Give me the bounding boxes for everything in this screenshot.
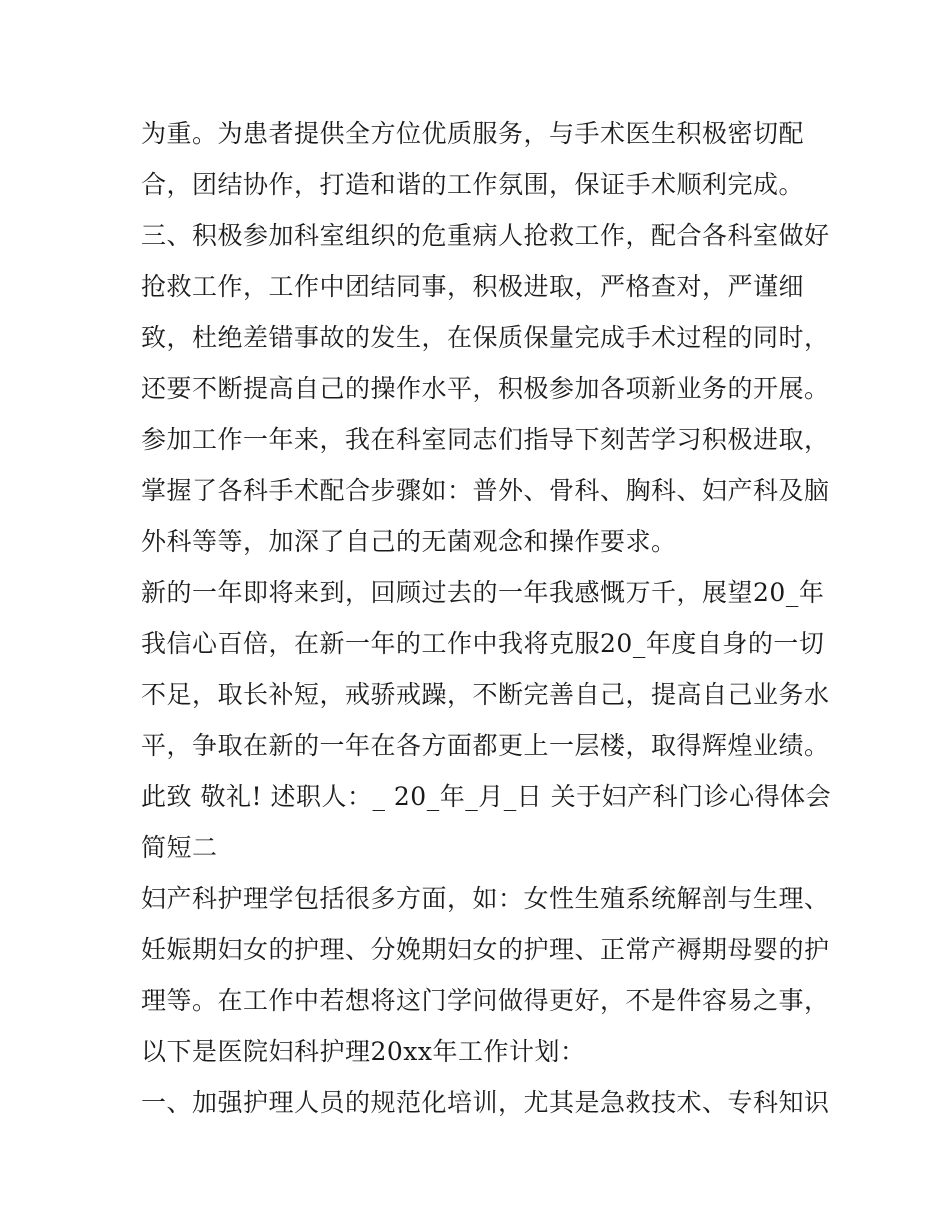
text-line: 一、加强护理人员的规范化培训，尤其是急救技术、专科知识: [141, 1088, 830, 1117]
text-line: 参加工作一年来，我在科室同志们指导下刻苦学习积极进取，: [141, 425, 830, 454]
text-line: 外科等等，加深了自己的无菌观念和操作要求。: [141, 527, 677, 556]
text-line: 以下是医院妇科护理20xx年工作计划：: [141, 1037, 586, 1066]
text-line: 平，争取在新的一年在各方面都更上一层楼，取得辉煌业绩。: [141, 731, 830, 760]
text-line: 抢救工作，工作中团结同事，积极进取，严格查对，严谨细: [141, 272, 805, 301]
text-line: 妊娠期妇女的护理、分娩期妇女的护理、正常产褥期母婴的护: [141, 935, 830, 964]
text-line: 致，杜绝差错事故的发生，在保质保量完成手术过程的同时，: [141, 323, 830, 352]
document-body: [141, 108, 832, 1128]
text-line: 合，团结协作，打造和谐的工作氛围，保证手术顺利完成。: [141, 170, 805, 199]
text-line: 理等。在工作中若想将这门学问做得更好，不是件容易之事，: [141, 986, 830, 1015]
text-line: 还要不断提高自己的操作水平，积极参加各项新业务的开展。: [141, 374, 830, 403]
text-line: 我信心百倍，在新一年的工作中我将克服20_年度自身的一切: [141, 629, 825, 658]
text-line: 简短二: [141, 833, 218, 862]
text-line: 三、积极参加科室组织的危重病人抢救工作，配合各科室做好: [141, 221, 830, 250]
text-line: 掌握了各科手术配合步骤如：普外、骨科、胸科、妇产科及脑: [141, 476, 830, 505]
text-line: 此致 敬礼! 述职人：_ 20_年_月_日 关于妇产科门诊心得体会: [141, 782, 832, 811]
text-line: 妇产科护理学包括很多方面，如：女性生殖系统解剖与生理、: [141, 884, 830, 913]
text-line: 新的一年即将来到，回顾过去的一年我感慨万千，展望20_年: [141, 578, 825, 607]
text-line: 不足，取长补短，戒骄戒躁，不断完善自己，提高自己业务水: [141, 680, 830, 709]
text-line: 为重。为患者提供全方位优质服务，与手术医生积极密切配: [141, 119, 805, 148]
